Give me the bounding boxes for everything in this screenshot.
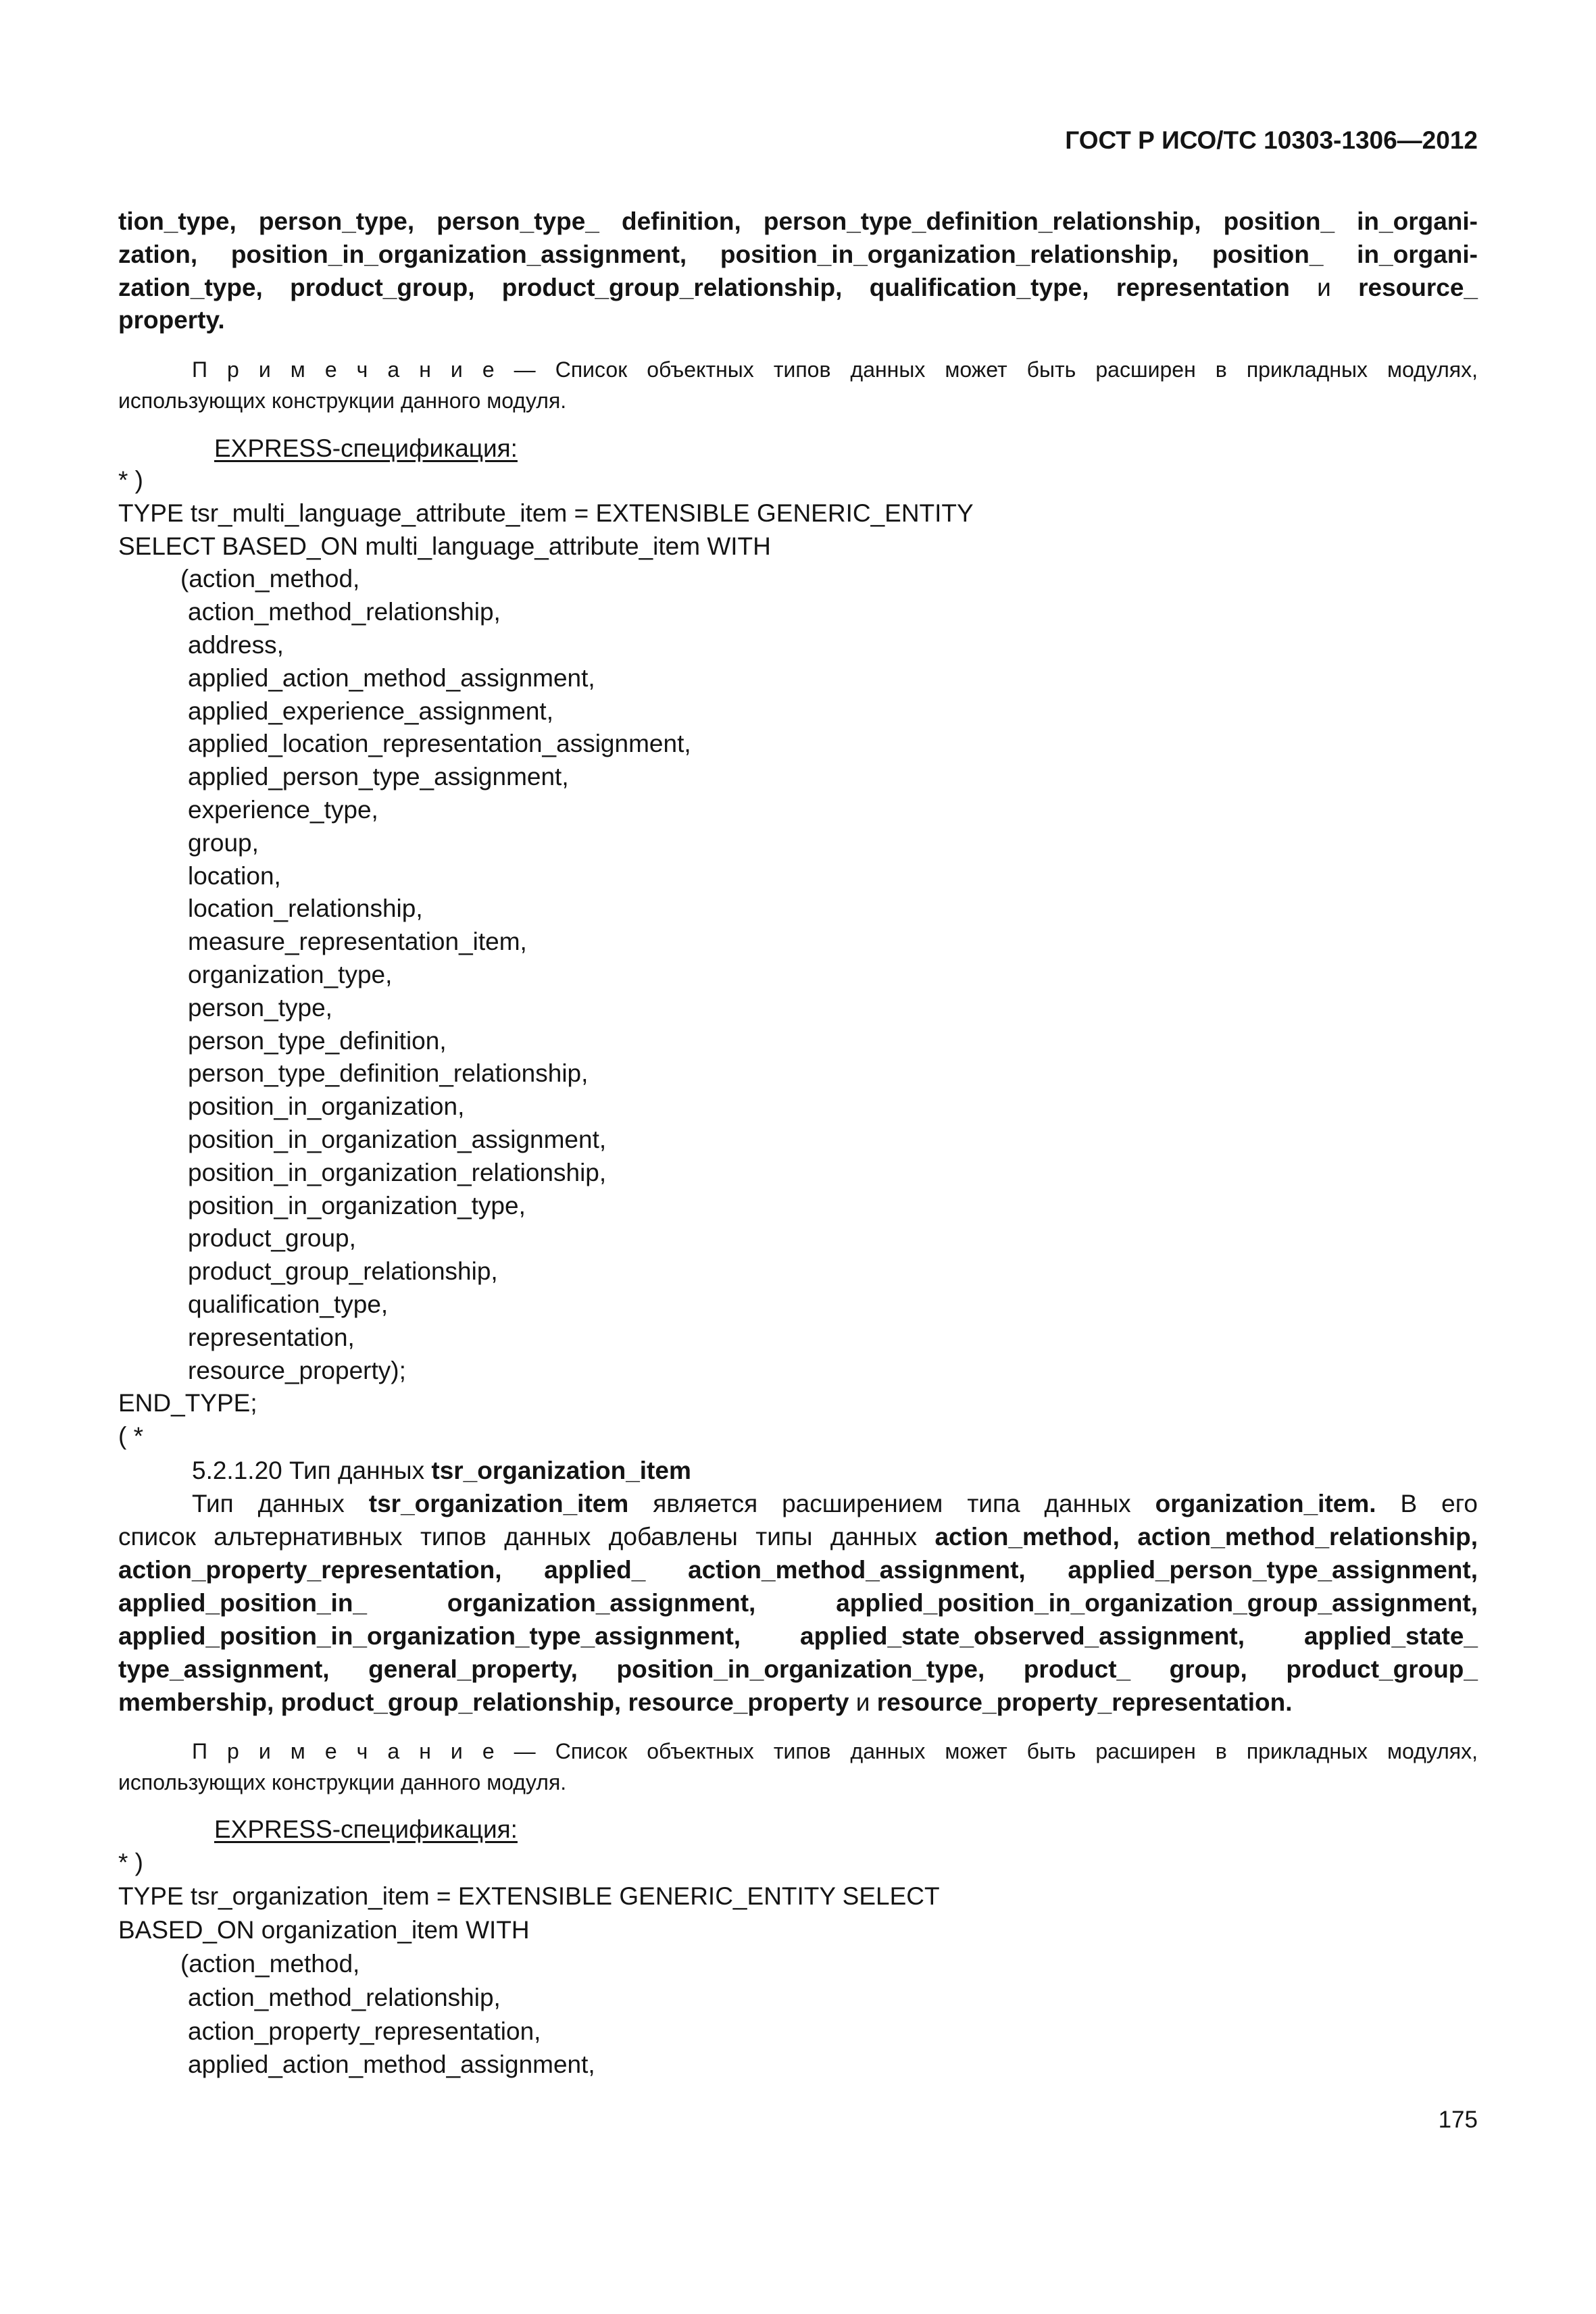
- select-item: product_group_relationship,: [188, 1257, 498, 1286]
- select-based-on-line: BASED_ON organization_item WITH: [118, 1915, 530, 1944]
- bold-text-run: organization_item.: [1155, 1490, 1376, 1517]
- bold-text-run: zation, position_in_organization_assignment, position_in_organization_relationship, position_ in_organi-: [118, 240, 1478, 268]
- select-item: (action_method,: [180, 565, 360, 593]
- select-item: action_method_relationship,: [188, 1983, 501, 2011]
- text-line: [118, 1553, 1478, 1586]
- text-line: [118, 385, 1478, 416]
- bold-text-run: tsr_organization_item: [368, 1490, 629, 1517]
- select-item: measure_representation_item,: [188, 928, 527, 956]
- end-type-line: END_TYPE;: [118, 1389, 257, 1417]
- select-item: person_type_definition,: [188, 1026, 447, 1055]
- text-run: и: [1289, 273, 1359, 301]
- text-run: и: [849, 1688, 877, 1716]
- text-line: [118, 1487, 1478, 1520]
- text-line: [118, 1454, 1478, 1487]
- bold-text-run: type_assignment, general_property, position_in_organization_type, product_ group, product_group_: [118, 1655, 1478, 1683]
- select-item: representation,: [188, 1323, 355, 1351]
- text-run: является расширением типа данных: [628, 1490, 1155, 1517]
- type-declaration-line: TYPE tsr_multi_language_attribute_item = EXTENSIBLE GENERIC_ENTITY: [118, 499, 974, 527]
- select-item: position_in_organization_assignment,: [188, 1125, 607, 1153]
- comment-close-marker: * ): [118, 466, 143, 494]
- text-line: [118, 304, 1478, 337]
- text-line: [118, 272, 1478, 305]
- text-run: Тип данных: [192, 1490, 369, 1517]
- comment-open-marker: ( *: [118, 1422, 143, 1451]
- select-item: resource_property);: [188, 1356, 406, 1384]
- select-item: action_method_relationship,: [188, 598, 501, 626]
- select-item: qualification_type,: [188, 1290, 389, 1318]
- comment-close-marker: * ): [118, 1848, 143, 1876]
- express-code-block-1: [118, 464, 1478, 1453]
- select-item: (action_method,: [180, 1949, 360, 1978]
- text-line: [118, 238, 1478, 272]
- bold-text-run: zation_type, product_group, product_group_relationship, qualification_type, representation: [118, 273, 1290, 301]
- select-item: applied_location_representation_assignment,: [188, 730, 691, 758]
- bold-text-run: resource_property_representation.: [876, 1688, 1293, 1716]
- section-heading: [118, 1454, 1478, 1487]
- select-item: address,: [188, 630, 284, 659]
- text-run: В его: [1376, 1490, 1478, 1517]
- select-item: organization_type,: [188, 960, 393, 988]
- note-2: [118, 1736, 1478, 1798]
- intro-paragraph: [118, 205, 1478, 337]
- select-item: location_relationship,: [188, 895, 423, 923]
- select-item-list: [118, 563, 1478, 1387]
- bold-text-run: membership, product_group_relationship, resource_property: [118, 1688, 849, 1716]
- bold-text-run: action_method, action_method_relationship,: [934, 1523, 1478, 1551]
- express-code-block-2: [118, 1846, 1478, 2082]
- select-item: position_in_organization,: [188, 1092, 465, 1121]
- select-item: applied_person_type_assignment,: [188, 763, 569, 791]
- note-1: [118, 354, 1478, 416]
- text-line: [118, 1619, 1478, 1653]
- bold-text-run: applied_position_in_ organization_assignment, applied_position_in_organization_group_assignment,: [118, 1589, 1478, 1617]
- text-line: [118, 1586, 1478, 1619]
- page-number: 175: [1438, 2107, 1478, 2133]
- select-item: action_property_representation,: [188, 2017, 541, 2045]
- select-item-list: [118, 1947, 1478, 2082]
- section-paragraph: [118, 1487, 1478, 1719]
- bold-text-run: tsr_organization_item: [431, 1457, 691, 1484]
- select-item: applied_action_method_assignment,: [188, 2051, 595, 2079]
- text-line: [118, 1520, 1478, 1553]
- text-run: список альтернативных типов данных добавлены типы данных: [118, 1523, 935, 1551]
- express-spec-label-1: [118, 432, 1478, 465]
- select-item: position_in_organization_relationship,: [188, 1158, 607, 1186]
- text-run: 5.2.1.20 Тип данных: [192, 1457, 432, 1484]
- bold-text-run: resource_: [1358, 273, 1478, 301]
- select-item: product_group,: [188, 1224, 356, 1253]
- document-designation: ГОСТ Р ИСО/ТС 10303-1306—2012: [1065, 126, 1478, 154]
- select-item: person_type_definition_relationship,: [188, 1059, 589, 1088]
- select-item: applied_experience_assignment,: [188, 697, 553, 725]
- text-run: использующих конструкции данного модуля.: [118, 388, 567, 413]
- express-spec-label-2: [118, 1813, 1478, 1846]
- bold-text-run: action_property_representation, applied_ action_method_assignment, applied_person_type_assignment,: [118, 1556, 1478, 1584]
- select-item: location,: [188, 861, 281, 890]
- text-line: [118, 1767, 1478, 1798]
- select-item: position_in_organization_type,: [188, 1191, 526, 1219]
- text-run: П р и м е ч а н и е — Список объектных типов данных может быть расширен в прикладных модулях,: [192, 357, 1478, 382]
- text-run: П р и м е ч а н и е — Список объектных типов данных может быть расширен в прикладных модулях,: [192, 1739, 1478, 1763]
- bold-text-run: applied_position_in_organization_type_assignment, applied_state_observed_assignment, applied_state_: [118, 1622, 1478, 1650]
- select-item: applied_action_method_assignment,: [188, 663, 595, 692]
- select-item: group,: [188, 828, 259, 857]
- text-line: [118, 354, 1478, 385]
- bold-text-run: tion_type, person_type, person_type_ definition, person_type_definition_relationship, position_ in_organi-: [118, 207, 1478, 235]
- select-based-on-line: SELECT BASED_ON multi_language_attribute_item WITH: [118, 532, 771, 560]
- text-line: [118, 1736, 1478, 1767]
- text-line: [118, 1686, 1478, 1719]
- text-run: использующих конструкции данного модуля.: [118, 1770, 567, 1794]
- bold-text-run: property.: [118, 306, 225, 334]
- select-item: person_type,: [188, 993, 332, 1022]
- type-declaration-line: TYPE tsr_organization_item = EXTENSIBLE GENERIC_ENTITY SELECT: [118, 1882, 940, 1910]
- express-spec-label-text: EXPRESS-спецификация:: [214, 1815, 518, 1843]
- text-line: [118, 205, 1478, 238]
- select-item: experience_type,: [188, 795, 378, 824]
- express-spec-label-text: EXPRESS-спецификация:: [214, 434, 518, 462]
- text-line: [118, 1653, 1478, 1686]
